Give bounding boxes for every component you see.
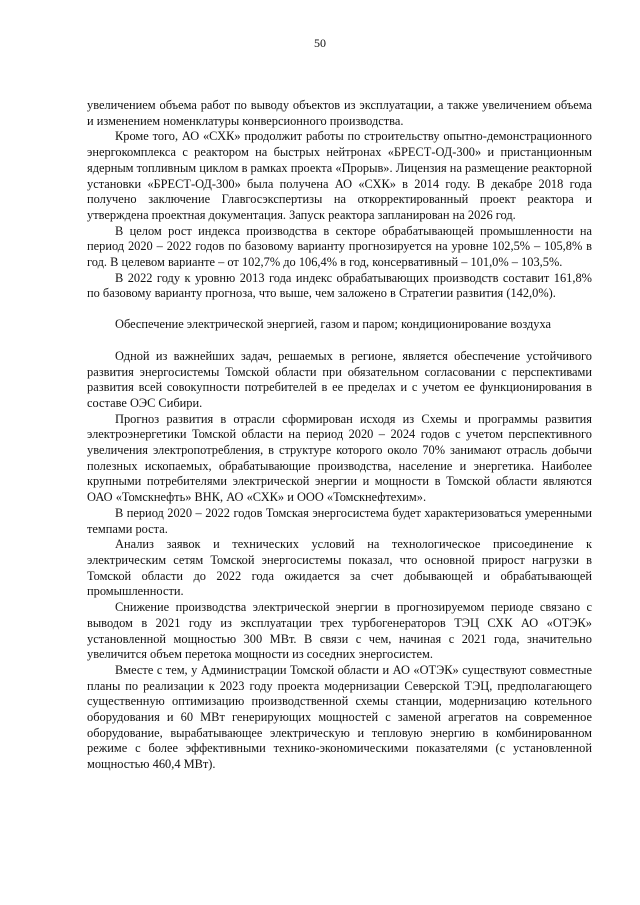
paragraph-growth-rates: В период 2020 – 2022 годов Томская энергосистема будет характеризоваться умеренными темпами роста. — [87, 505, 592, 536]
paragraph-brest-reactor: Кроме того, АО «СХК» продолжит работы по строительству опытно-демонстрационного энергокомплекса с реактором на быстрых нейтронах «БРЕСТ-ОД-300» и пристанционным ядерным топливным циклом в рамках проекта «Прорыв». Лицензия на размещение реакторной установки «БРЕСТ-ОД-300» была получена АО «СХК» в 2014 году. В декабре 2018 года получено заключение Главгосэкспертизы на откорректированный проект реактора и утверждена проектная документация. Запуск реактора запланирован на 2026 год. — [87, 129, 592, 222]
paragraph-load-analysis: Анализ заявок и технических условий на технологическое присоединение к электрическим сетям Томской энергосистемы показал, что основной прирост нагрузки в Томской области до 2022 года ожидается за счет добывающей и обрабатывающей промышленности. — [87, 537, 592, 599]
paragraph-forecast: Прогноз развития в отрасли сформирован исходя из Схемы и программы развития электроэнергетики Томской области на период 2020 – 2024 годов с учетом перспективного увеличения электропотребления, в структуре которого около 70% занимают отрасль добычи полезных ископаемых, обрабатывающие производства, население и энергетика. Наиболее крупными потребителями электрической энергии и мощности в Томской области являются ОАО «Томскнефть» ВНК, АО «СХК» и ООО «Томскнефтехим». — [87, 411, 592, 505]
document-body — [87, 98, 592, 773]
section-heading-energy: Обеспечение электрической энергией, газом и паром; кондиционирование воздуха — [115, 317, 552, 332]
paragraph-manufacturing-index: В целом рост индекса производства в секторе обрабатывающей промышленности на период 2020 – 2022 годов по базовому варианту прогнозируется на уровне 102,5% – 105,8% в год. В целевом варианте – от 102,7% до 106,4% в год, консервативный – 101,0% – 103,5%. — [87, 223, 592, 270]
page-number: 50 — [314, 36, 326, 50]
paragraph-energy-system: Одной из важнейших задач, решаемых в регионе, является обеспечение устойчивого развития энергосистемы Томской области при обязательном согласовании с перспективами развития всей совокупности потребителей в ее пределах и с учетом ее функционирования в составе ОЭС Сибири. — [87, 348, 592, 410]
paragraph-continuation: увеличением объема работ по выводу объектов из эксплуатации, а также увеличением объема и изменением номенклатуры конверсионного производства. — [87, 98, 592, 128]
paragraph-modernization: Вместе с тем, у Администрации Томской области и АО «ОТЭК» существуют совместные планы по реализации к 2023 году проекта модернизации Северской ТЭЦ, предполагающего существенную оптимизацию производственной схемы станции, модернизацию котельного оборудования и 60 МВт генерирующих мощностей с заменой агрегатов на современное оборудование, вырабатывающее электрическую и тепловую энергию в комбинированном режиме с более эффективными технико-экономическими показателями (с установленной мощностью 460,4 МВт). — [87, 662, 592, 772]
paragraph-2022-index: В 2022 году к уровню 2013 года индекс обрабатывающих производств составит 161,8% по базовому варианту прогноза, что выше, чем заложено в Стратегии развития (142,0%). — [87, 270, 592, 301]
paragraph-production-decline: Снижение производства электрической энергии в прогнозируемом периоде связано с выводом в 2021 году из эксплуатации трех турбогенераторов ТЭЦ СХК АО «ОТЭК» установленной мощностью 300 МВт. В связи с чем, начиная с 2021 года, значительно увеличится объем перетока мощности из соседних энергосистем. — [87, 600, 592, 662]
